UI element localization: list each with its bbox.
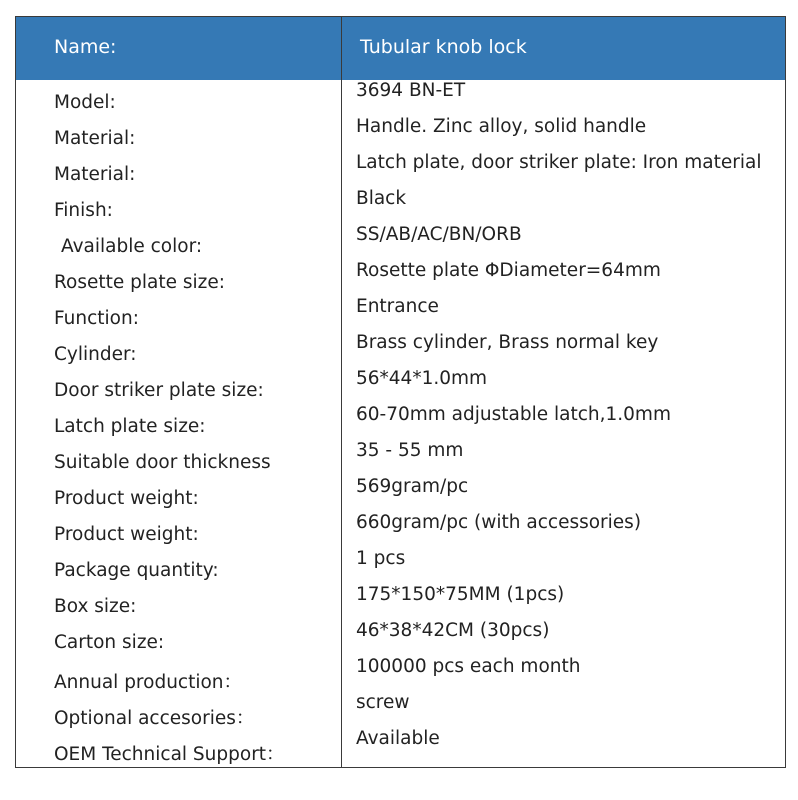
row-value: 60-70mm adjustable latch,1.0mm (356, 404, 671, 425)
table-row (16, 332, 785, 368)
row-value: 660gram/pc (with accessories) (356, 512, 642, 533)
table-row (16, 548, 785, 584)
row-value: Rosette plate ΦDiameter=64mm (356, 260, 661, 281)
row-label: Optional accesories： (54, 708, 255, 729)
row-label: Latch plate size: (54, 416, 206, 437)
table-row (16, 584, 785, 620)
row-label: Material: (54, 164, 136, 185)
header-product-name: Tubular knob lock (360, 36, 527, 58)
table-row (16, 728, 785, 764)
row-label: Function: (54, 308, 139, 329)
row-value: Brass cylinder, Brass normal key (356, 332, 659, 353)
table-row (16, 368, 785, 404)
row-label: Product weight: (54, 524, 199, 545)
table-row (16, 440, 785, 476)
table-row (16, 260, 785, 296)
row-value: 3694 BN-ET (356, 80, 466, 101)
table-row (16, 692, 785, 728)
row-value: 1 pcs (356, 548, 406, 569)
row-label: Available color: (61, 236, 203, 257)
row-value: Latch plate, door striker plate: Iron material (356, 152, 762, 173)
spec-rows (16, 80, 785, 764)
table-row (16, 152, 785, 188)
table-row (16, 476, 785, 512)
row-value: SS/AB/AC/BN/ORB (356, 224, 522, 245)
row-value: 100000 pcs each month (356, 656, 581, 677)
table-row (16, 296, 785, 332)
row-label: Door striker plate size: (54, 380, 264, 401)
row-label: Carton size: (54, 632, 165, 653)
row-label: Product weight: (54, 488, 199, 509)
header-name-label: Name: (54, 36, 117, 58)
row-label: Cylinder: (54, 344, 137, 365)
row-label: Material: (54, 128, 136, 149)
row-label: Finish: (54, 200, 113, 221)
table-row (16, 116, 785, 152)
row-label: OEM Technical Support： (54, 744, 285, 765)
row-value: Black (356, 188, 407, 209)
row-label: Package quantity: (54, 560, 219, 581)
row-value: Handle. Zinc alloy, solid handle (356, 116, 647, 137)
row-value: Available (356, 728, 440, 749)
row-value: 46*38*42CM (30pcs) (356, 620, 550, 641)
row-value: 175*150*75MM (1pcs) (356, 584, 565, 605)
row-label: Annual production： (54, 672, 243, 693)
row-label: Box size: (54, 596, 137, 617)
table-row (16, 620, 785, 656)
table-row (16, 188, 785, 224)
table-row (16, 224, 785, 260)
table-row (16, 656, 785, 692)
table-row (16, 512, 785, 548)
table-header (16, 17, 785, 80)
table-row (16, 80, 785, 116)
row-label: Suitable door thickness (54, 452, 271, 473)
row-value: 569gram/pc (356, 476, 469, 497)
row-label: Model: (54, 92, 116, 113)
row-value: 35 - 55 mm (356, 440, 464, 461)
spec-table (15, 16, 786, 768)
table-row (16, 404, 785, 440)
row-value: Entrance (356, 296, 439, 317)
row-label: Rosette plate size: (54, 272, 225, 293)
row-value: 56*44*1.0mm (356, 368, 488, 389)
row-value: screw (356, 692, 410, 713)
